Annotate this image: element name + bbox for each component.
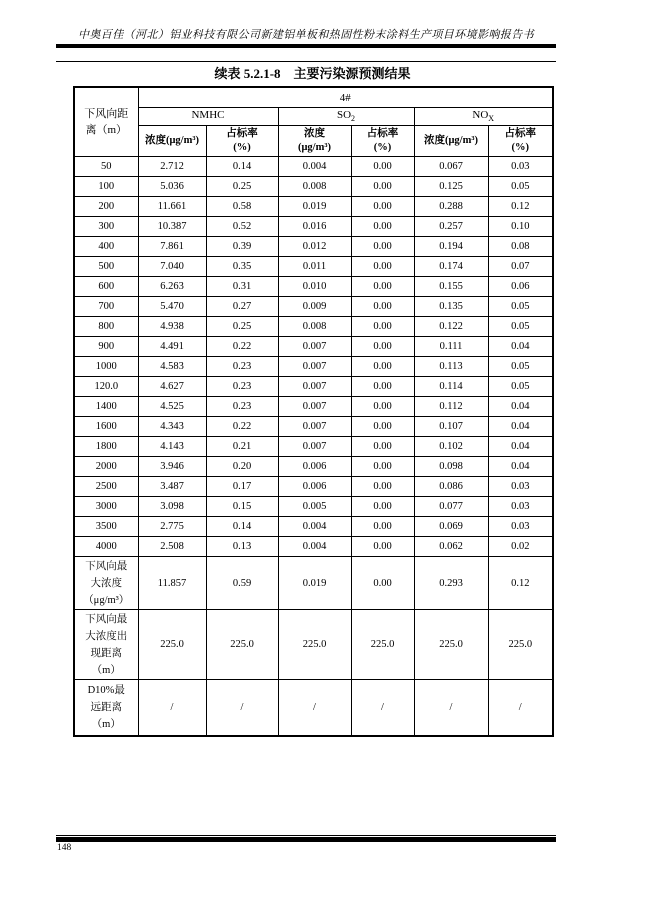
value-cell: 2.775 xyxy=(138,517,206,537)
value-cell: 0.00 xyxy=(351,277,414,297)
value-cell: 0.00 xyxy=(351,337,414,357)
table-row xyxy=(74,457,553,477)
col-header-nox-ratio: 占标率 (%) xyxy=(488,126,553,157)
distance-cell: 1000 xyxy=(74,357,138,377)
value-cell: 0.086 xyxy=(414,477,488,497)
value-cell: 0.27 xyxy=(206,297,278,317)
summary-value-cell: / xyxy=(351,680,414,737)
value-cell: 0.00 xyxy=(351,177,414,197)
summary-value-cell: / xyxy=(488,680,553,737)
value-cell: 0.194 xyxy=(414,237,488,257)
summary-label-line: （m） xyxy=(91,664,121,676)
value-cell: 3.098 xyxy=(138,497,206,517)
value-cell: 0.062 xyxy=(414,537,488,557)
value-cell: 0.019 xyxy=(278,197,351,217)
value-cell: 6.263 xyxy=(138,277,206,297)
col-header-nmhc-concentration: 浓度(μg/m³) xyxy=(138,126,206,157)
value-cell: 4.583 xyxy=(138,357,206,377)
value-cell: 0.114 xyxy=(414,377,488,397)
summary-row-label xyxy=(74,680,138,737)
value-cell: 0.009 xyxy=(278,297,351,317)
table-row xyxy=(74,497,553,517)
value-cell: 4.938 xyxy=(138,317,206,337)
summary-value-cell: 225.0 xyxy=(488,610,553,680)
value-cell: 0.02 xyxy=(488,537,553,557)
distance-column-header xyxy=(74,87,138,157)
value-cell: 0.00 xyxy=(351,377,414,397)
summary-row xyxy=(74,610,553,680)
value-cell: 0.15 xyxy=(206,497,278,517)
summary-label-line: 大浓度出 xyxy=(85,630,128,642)
value-cell: 0.174 xyxy=(414,257,488,277)
value-cell: 0.00 xyxy=(351,317,414,337)
value-cell: 10.387 xyxy=(138,217,206,237)
table-row xyxy=(74,397,553,417)
table-title: 续表 5.2.1-8 主要污染源预测结果 xyxy=(214,66,411,81)
summary-value-cell: 225.0 xyxy=(351,610,414,680)
value-cell: 0.004 xyxy=(278,157,351,177)
value-cell: 0.05 xyxy=(488,377,553,397)
value-cell: 0.00 xyxy=(351,157,414,177)
value-cell: 0.00 xyxy=(351,297,414,317)
pollutant-name: NO xyxy=(472,109,489,122)
summary-value-cell: 225.0 xyxy=(414,610,488,680)
footer-rule-thick xyxy=(56,837,556,842)
value-cell: 0.03 xyxy=(488,477,553,497)
value-cell: 0.007 xyxy=(278,437,351,457)
value-cell: 0.125 xyxy=(414,177,488,197)
table-row xyxy=(74,537,553,557)
value-cell: 0.05 xyxy=(488,177,553,197)
value-cell: 0.111 xyxy=(414,337,488,357)
source-group-header: 4# xyxy=(138,87,553,108)
value-cell: 0.006 xyxy=(278,477,351,497)
value-cell: 5.036 xyxy=(138,177,206,197)
header-rule-thick xyxy=(56,44,556,48)
table-header xyxy=(74,87,553,157)
value-cell: 0.004 xyxy=(278,537,351,557)
distance-cell: 1400 xyxy=(74,397,138,417)
value-cell: 2.508 xyxy=(138,537,206,557)
pollutant-header-so2 xyxy=(278,108,414,126)
value-cell: 3.487 xyxy=(138,477,206,497)
value-cell: 0.08 xyxy=(488,237,553,257)
distance-cell: 4000 xyxy=(74,537,138,557)
summary-row xyxy=(74,557,553,610)
value-cell: 0.012 xyxy=(278,237,351,257)
value-cell: 0.135 xyxy=(414,297,488,317)
value-cell: 0.010 xyxy=(278,277,351,297)
value-cell: 0.00 xyxy=(351,417,414,437)
value-cell: 0.00 xyxy=(351,237,414,257)
table-row xyxy=(74,237,553,257)
value-cell: 7.861 xyxy=(138,237,206,257)
summary-value-cell: 0.293 xyxy=(414,557,488,610)
distance-cell: 120.0 xyxy=(74,377,138,397)
value-cell: 3.946 xyxy=(138,457,206,477)
summary-label-line: 远距离 xyxy=(90,702,122,713)
value-cell: 0.00 xyxy=(351,217,414,237)
table-header-row-group xyxy=(74,87,553,108)
value-cell: 0.007 xyxy=(278,377,351,397)
value-cell: 0.107 xyxy=(414,417,488,437)
table-row xyxy=(74,377,553,397)
distance-cell: 3000 xyxy=(74,497,138,517)
value-cell: 5.470 xyxy=(138,297,206,317)
pollutant-subscript: 2 xyxy=(351,114,356,124)
distance-cell: 300 xyxy=(74,217,138,237)
value-cell: 0.067 xyxy=(414,157,488,177)
value-cell: 0.007 xyxy=(278,337,351,357)
value-cell: 0.03 xyxy=(488,497,553,517)
distance-cell: 2500 xyxy=(74,477,138,497)
table-row xyxy=(74,477,553,497)
summary-label-line: （m） xyxy=(91,719,121,730)
summary-value-cell: 225.0 xyxy=(206,610,278,680)
summary-value-cell: 225.0 xyxy=(278,610,351,680)
value-cell: 11.661 xyxy=(138,197,206,217)
value-cell: 0.04 xyxy=(488,417,553,437)
value-cell: 4.525 xyxy=(138,397,206,417)
value-cell: 0.00 xyxy=(351,357,414,377)
summary-label-line: 下风向最 xyxy=(85,560,128,572)
value-cell: 0.22 xyxy=(206,337,278,357)
value-cell: 0.006 xyxy=(278,457,351,477)
value-cell: 0.069 xyxy=(414,517,488,537)
table-body xyxy=(74,157,553,737)
value-cell: 4.491 xyxy=(138,337,206,357)
summary-value-cell: 0.59 xyxy=(206,557,278,610)
distance-cell: 1800 xyxy=(74,437,138,457)
distance-cell: 500 xyxy=(74,257,138,277)
value-cell: 0.03 xyxy=(488,517,553,537)
summary-value-cell: / xyxy=(206,680,278,737)
value-cell: 0.007 xyxy=(278,417,351,437)
table-row xyxy=(74,317,553,337)
summary-value-cell: 0.019 xyxy=(278,557,351,610)
value-cell: 0.00 xyxy=(351,397,414,417)
summary-label-line: 大浓度 xyxy=(90,577,122,589)
value-cell: 0.00 xyxy=(351,537,414,557)
col-header-so2-ratio: 占标率 (%) xyxy=(351,126,414,157)
pollutant-subscript: X xyxy=(488,114,495,124)
prediction-results-table xyxy=(73,86,554,737)
value-cell: 0.016 xyxy=(278,217,351,237)
summary-row-label xyxy=(74,557,138,610)
value-cell: 2.712 xyxy=(138,157,206,177)
distance-cell: 100 xyxy=(74,177,138,197)
value-cell: 0.008 xyxy=(278,317,351,337)
summary-value-cell: 225.0 xyxy=(138,610,206,680)
value-cell: 0.23 xyxy=(206,357,278,377)
summary-row xyxy=(74,680,553,737)
table-row xyxy=(74,357,553,377)
value-cell: 0.12 xyxy=(488,197,553,217)
distance-cell: 3500 xyxy=(74,517,138,537)
summary-value-cell: / xyxy=(278,680,351,737)
value-cell: 0.257 xyxy=(414,217,488,237)
summary-label-line: 现距离 xyxy=(90,647,122,659)
value-cell: 0.00 xyxy=(351,197,414,217)
value-cell: 4.627 xyxy=(138,377,206,397)
value-cell: 0.007 xyxy=(278,397,351,417)
value-cell: 0.004 xyxy=(278,517,351,537)
pollutant-header-nox xyxy=(414,108,553,126)
table-row xyxy=(74,197,553,217)
value-cell: 0.58 xyxy=(206,197,278,217)
col-header-nmhc-ratio: 占标率 (%) xyxy=(206,126,278,157)
value-cell: 0.05 xyxy=(488,357,553,377)
value-cell: 0.52 xyxy=(206,217,278,237)
value-cell: 0.03 xyxy=(488,157,553,177)
value-cell: 0.21 xyxy=(206,437,278,457)
value-cell: 0.04 xyxy=(488,457,553,477)
value-cell: 0.04 xyxy=(488,397,553,417)
table-row xyxy=(74,337,553,357)
value-cell: 0.14 xyxy=(206,517,278,537)
value-cell: 0.00 xyxy=(351,517,414,537)
distance-cell: 700 xyxy=(74,297,138,317)
value-cell: 0.098 xyxy=(414,457,488,477)
value-cell: 0.25 xyxy=(206,177,278,197)
table-row xyxy=(74,297,553,317)
value-cell: 0.00 xyxy=(351,477,414,497)
value-cell: 0.05 xyxy=(488,297,553,317)
value-cell: 0.077 xyxy=(414,497,488,517)
value-cell: 0.22 xyxy=(206,417,278,437)
distance-cell: 50 xyxy=(74,157,138,177)
summary-value-cell: 11.857 xyxy=(138,557,206,610)
table-row xyxy=(74,177,553,197)
distance-cell: 400 xyxy=(74,237,138,257)
value-cell: 0.17 xyxy=(206,477,278,497)
value-cell: 0.23 xyxy=(206,397,278,417)
table-row xyxy=(74,257,553,277)
header-rule-thin xyxy=(56,61,556,62)
value-cell: 0.007 xyxy=(278,357,351,377)
distance-header-line2: 离（m） xyxy=(85,124,128,136)
value-cell: 0.04 xyxy=(488,437,553,457)
distance-cell: 800 xyxy=(74,317,138,337)
table-header-row-measures xyxy=(74,126,553,157)
distance-cell: 2000 xyxy=(74,457,138,477)
document-header-text: 中奥百佳（河北）铝业科技有限公司新建铝单板和热固性粉末涂料生产项目环境影响报告书 xyxy=(78,29,534,41)
value-cell: 0.113 xyxy=(414,357,488,377)
pollutant-header-nmhc xyxy=(138,108,278,126)
value-cell: 0.00 xyxy=(351,437,414,457)
value-cell: 0.35 xyxy=(206,257,278,277)
value-cell: 0.23 xyxy=(206,377,278,397)
distance-cell: 900 xyxy=(74,337,138,357)
value-cell: 4.143 xyxy=(138,437,206,457)
value-cell: 0.05 xyxy=(488,317,553,337)
value-cell: 0.122 xyxy=(414,317,488,337)
footer-rule-thin xyxy=(56,835,556,836)
value-cell: 0.011 xyxy=(278,257,351,277)
page-number: 148 xyxy=(57,843,72,853)
summary-value-cell: 0.00 xyxy=(351,557,414,610)
summary-label-line: （μg/m³） xyxy=(83,594,130,606)
table-row xyxy=(74,437,553,457)
table-row xyxy=(74,417,553,437)
value-cell: 0.04 xyxy=(488,337,553,357)
table-row xyxy=(74,277,553,297)
table-header-row-pollutants xyxy=(74,108,553,126)
value-cell: 4.343 xyxy=(138,417,206,437)
value-cell: 0.155 xyxy=(414,277,488,297)
value-cell: 0.008 xyxy=(278,177,351,197)
value-cell: 0.25 xyxy=(206,317,278,337)
distance-cell: 1600 xyxy=(74,417,138,437)
value-cell: 0.07 xyxy=(488,257,553,277)
summary-value-cell: 0.12 xyxy=(488,557,553,610)
summary-row-label xyxy=(74,610,138,680)
value-cell: 0.005 xyxy=(278,497,351,517)
value-cell: 0.112 xyxy=(414,397,488,417)
value-cell: 0.288 xyxy=(414,197,488,217)
value-cell: 0.00 xyxy=(351,257,414,277)
summary-label-line: 下风向最 xyxy=(85,613,128,625)
summary-label-line: D10%最 xyxy=(87,685,125,696)
col-header-so2-concentration: 浓度 (μg/m³) xyxy=(278,126,351,157)
value-cell: 7.040 xyxy=(138,257,206,277)
col-header-nox-concentration: 浓度(μg/m³) xyxy=(414,126,488,157)
value-cell: 0.10 xyxy=(488,217,553,237)
table-row xyxy=(74,217,553,237)
distance-header-line1: 下风向距 xyxy=(84,108,129,120)
distance-cell: 200 xyxy=(74,197,138,217)
value-cell: 0.102 xyxy=(414,437,488,457)
value-cell: 0.00 xyxy=(351,497,414,517)
pollutant-name: SO xyxy=(336,109,352,122)
table-row xyxy=(74,157,553,177)
distance-cell: 600 xyxy=(74,277,138,297)
value-cell: 0.31 xyxy=(206,277,278,297)
value-cell: 0.14 xyxy=(206,157,278,177)
table-row xyxy=(74,517,553,537)
pollutant-name: NMHC xyxy=(191,109,225,122)
summary-value-cell: / xyxy=(138,680,206,737)
value-cell: 0.06 xyxy=(488,277,553,297)
value-cell: 0.13 xyxy=(206,537,278,557)
summary-value-cell: / xyxy=(414,680,488,737)
value-cell: 0.00 xyxy=(351,457,414,477)
value-cell: 0.39 xyxy=(206,237,278,257)
value-cell: 0.20 xyxy=(206,457,278,477)
